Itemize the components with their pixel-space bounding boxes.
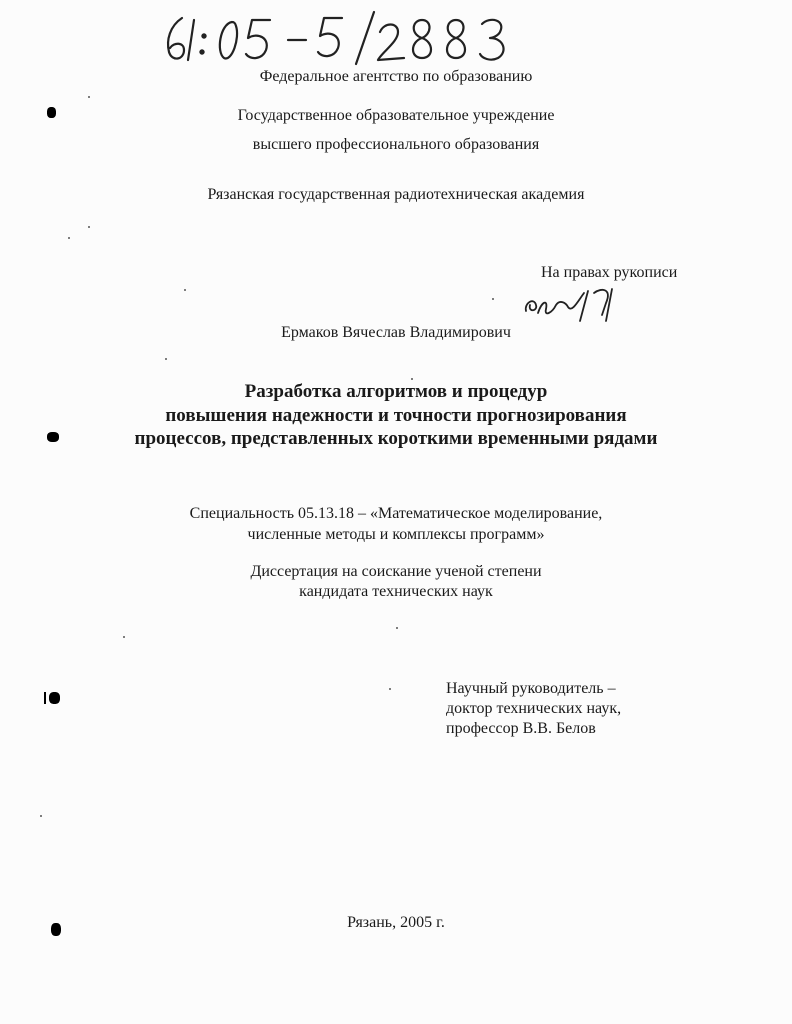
manuscript-rights: На правах рукописи — [541, 264, 678, 281]
institution-line-2: высшего профессионального образования — [252, 136, 540, 153]
institution-line-1: Государственное образовательное учреждение — [237, 107, 555, 124]
scan-speck — [88, 96, 90, 98]
scan-speck — [396, 627, 398, 629]
handwritten-catalog-number — [160, 8, 520, 68]
scan-mark — [49, 692, 60, 704]
signature — [522, 283, 622, 323]
scan-speck — [389, 688, 391, 690]
specialty-line-2: численные методы и комплексы программ» — [247, 526, 545, 543]
scan-mark — [44, 692, 46, 704]
supervisor-line-2: доктор технических наук, — [446, 700, 622, 717]
scan-mark — [47, 432, 59, 442]
specialty-line-1: Специальность 05.13.18 – «Математическое моделирование, — [189, 505, 603, 522]
scan-speck — [184, 289, 186, 291]
scan-speck — [88, 226, 90, 228]
dissertation-line-2: кандидата технических наук — [299, 583, 493, 600]
title-line-2: повышения надежности и точности прогнозирования — [165, 405, 627, 426]
scan-mark — [51, 923, 61, 936]
author-name: Ермаков Вячеслав Владимирович — [281, 324, 511, 341]
scan-speck — [492, 298, 494, 300]
agency-name: Федеральное агентство по образованию — [259, 68, 533, 85]
title-line-1: Разработка алгоритмов и процедур — [244, 381, 548, 402]
supervisor-line-1: Научный руководитель – — [446, 680, 616, 697]
scan-speck — [40, 815, 42, 817]
dissertation-line-1: Диссертация на соискание ученой степени — [250, 563, 542, 580]
scan-mark — [47, 107, 56, 118]
scan-speck — [165, 358, 167, 360]
scan-speck — [411, 378, 413, 380]
academy-name: Рязанская государственная радиотехническая академия — [207, 186, 585, 203]
supervisor-line-3: профессор В.В. Белов — [446, 720, 596, 737]
city-year: Рязань, 2005 г. — [347, 914, 445, 931]
title-line-3: процессов, представленных короткими временными рядами — [134, 428, 658, 449]
scan-speck — [68, 237, 70, 239]
scan-speck — [123, 636, 125, 638]
